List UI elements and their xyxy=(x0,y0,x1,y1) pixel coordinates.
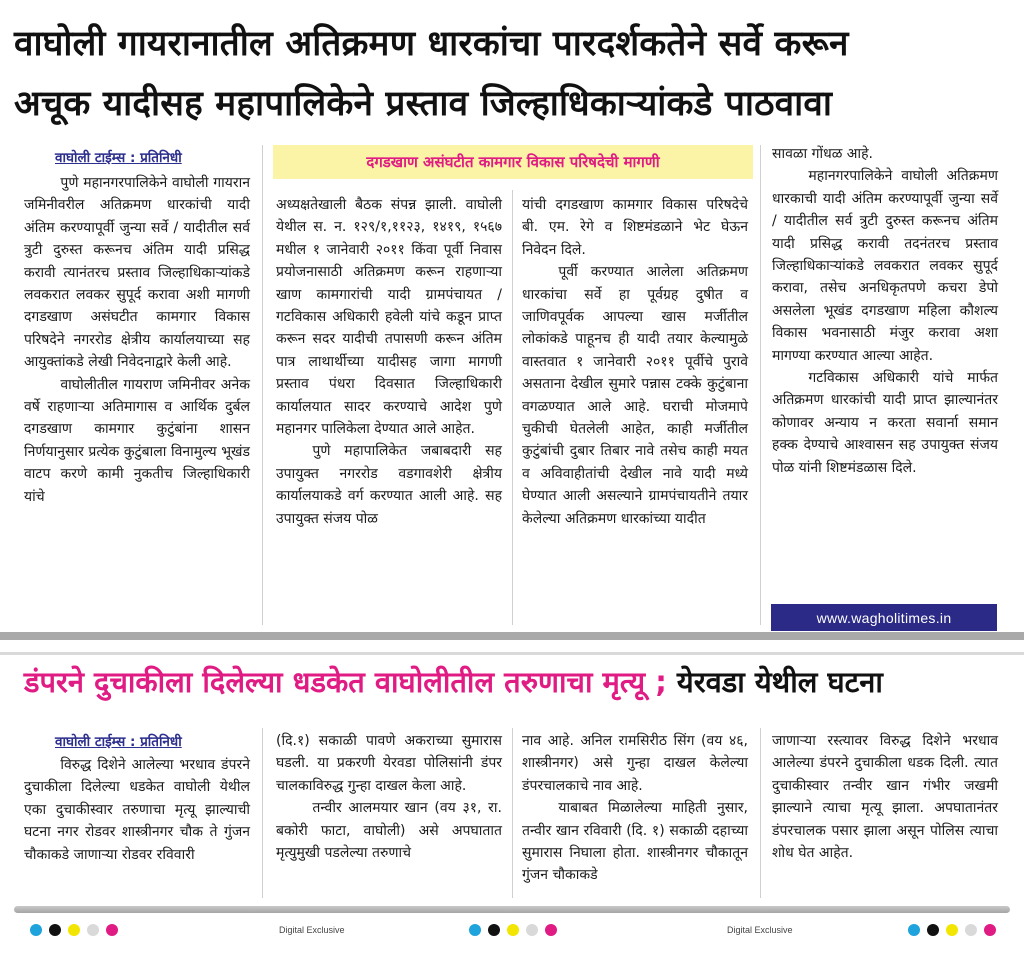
article1-highlight-box xyxy=(273,145,753,179)
article1-col4-para-3: गटविकास अधिकारी यांचे मार्फत अतिक्रमण धारकांची यादी प्राप्त झाल्यानंतर कोणावर अन्याय न करता सवार्ना समान हक्क देण्याचे आश्वासन सह उपायुक्त संजय पोळ यांनी शिष्टमंडळास दिले. xyxy=(772,370,998,476)
article1-col3-para-1: यांची दगडखाण कामगार विकास परिषदेचे बी. एम. रेगे व शिष्टमंडळाने भेट घेऊन निवेदन दिले. xyxy=(522,197,748,258)
article1-col1-para-2: वाघोलीतील गायराण जमिनीवर अनेक वर्षे राहणाऱ्या अतिमागास व आर्थिक दुर्बल दगडखाण कामगार कुटुंबांना शासन निर्णयानुसार प्रत्येक कुटुंबाला विनामुल्य भूखंड वाटप करणे कामी नुकतीच जिल्हाधिकारी यांचे xyxy=(24,376,250,505)
article2-headline xyxy=(24,660,883,704)
article1-col4-para-2: महानगरपालिकेने वाघोली अतिक्रमण धारकाची यादी अंतिम करण्यापूर्वी जुन्या सर्वे / यादीतील सर्व त्रुटी दुरुस्त करूनच अंतिम यादी प्रसिद्ध करावी तदनंतरच प्रस्ताव जिल्हाधिकाऱ्यांकडे लवकरात लवकर सुपूर्द करावा, तसेच अनधिकृतपणे कचरा डेपो असलेला भूखंड दगडखाण महिला कौशल्य विकास भवनासाठी मंजुर करावा अशा मागण्या करण्यात आल्या आहेत. xyxy=(772,168,998,364)
website-url: www.wagholitimes.in xyxy=(816,609,952,626)
article2-byline: वाघोली टाईम्स : प्रतिनिधी xyxy=(55,734,182,750)
article2-col1-para-1: विरुद्ध दिशेने आलेल्या भरधाव डंपरने दुचाकीला दिलेल्या धडकेत वाघोली येथील एका दुचाकीस्वार तरुणाचा मृत्यू झाल्याची घटना नगर रोडवर शास्त्रीनगर चौक ते गुंजन चौकाकडे जाणाऱ्या रोडवर रविवारी xyxy=(24,757,250,863)
section-divider-thin xyxy=(0,652,1024,655)
article2-column-2 xyxy=(276,730,502,864)
column-divider xyxy=(760,145,761,625)
article1-col1-para-1: पुणे महानगरपालिकेने वाघोली गायरान जमिनीवरील अतिक्रमण धारकांची यादी अंतिम करण्यापूर्वी जुन्या सर्वे / यादीतील सर्व त्रुटी दुरुस्त करूनच अंतिम यादी प्रसिद्ध करावी त्यानंतरच प्रस्ताव जिल्हाधिकाऱ्यांकडे लवकरात लवकर सुपूर्द करावा अशी मागणी दगडखाण असंघटीत कामगार विकास परिषदेने नगररोड क्षेत्रीय कार्यालयाच्या सह आयुक्तांकडे लेखी निवेदनाद्वारे केली आहे. xyxy=(24,175,250,371)
article1-headline-line1: वाघोली गायरानातील अतिक्रमण धारकांचा पारदर्शकतेने सर्वे करून xyxy=(14,24,849,64)
column-divider xyxy=(262,728,263,898)
color-dot-yellow xyxy=(507,924,519,936)
column-divider xyxy=(760,728,761,898)
color-dot-yellow xyxy=(946,924,958,936)
article1-highlight-text: दगडखाण असंघटीत कामगार विकास परिषदेची मागणी xyxy=(366,153,660,171)
article2-column-3 xyxy=(522,730,748,887)
article2-headline-sub: येरवडा येथील घटना xyxy=(676,665,883,699)
footer-bar xyxy=(14,906,1010,913)
color-dot-yellow xyxy=(68,924,80,936)
color-dot-cyan xyxy=(908,924,920,936)
article1-column-4 xyxy=(772,143,998,479)
article2-col4-para-1: जाणाऱ्या रस्त्यावर विरुद्ध दिशेने भरधाव आलेल्या डंपरने दुचाकीला धडक दिली. त्यात दुचाकीस्वार तन्वीर खान गंभीर जखमी झाल्याने त्याचा मृत्यू झाला. अपघातानंतर डंपरचालक पसार झाला असून पोलिस त्याचा शोध घेत आहेत. xyxy=(772,733,998,862)
article1-column-3 xyxy=(522,194,748,530)
color-dot-gray xyxy=(87,924,99,936)
column-divider xyxy=(512,728,513,898)
color-dot-cyan xyxy=(30,924,42,936)
article2-column-1 xyxy=(24,754,250,866)
article2-column-4 xyxy=(772,730,998,864)
article1-column-1 xyxy=(24,172,250,508)
color-dot-gray xyxy=(965,924,977,936)
color-dot-cyan xyxy=(469,924,481,936)
article1-column-2 xyxy=(276,194,502,530)
column-divider xyxy=(262,145,263,625)
article1-headline-line2: अचूक यादीसह महापालिकेने प्रस्ताव जिल्हाधिकाऱ्यांकडे पाठवावा xyxy=(14,84,833,124)
article2-col2-para-2: तन्वीर आलमयार खान (वय ३१, रा. बकोरी फाटा, वाघोली) असे अपघातात मृत्युमुखी पडलेल्या तरुणाचे xyxy=(276,800,502,862)
color-dot-black xyxy=(927,924,939,936)
digital-exclusive-label: Digital Exclusive xyxy=(279,925,345,935)
color-dot-black xyxy=(488,924,500,936)
color-dot-magenta xyxy=(545,924,557,936)
article1-col2-para-1: अध्यक्षतेखाली बैठक संपन्न झाली. वाघोली येथील स. न. १२९/१,११२३, १४१९, १५६७ मधील १ जानेवारी २०११ किंवा पूर्वी निवास प्रयोजनासाठी अतिक्रमण करून राहणाऱ्या खाण कामगारांची यादी ग्रामपंचायत / गटविकास अधिकारी हवेली यांचे कडून प्राप्त करून सदर यादीची तपासणी करून अंतिम पात्र लाथार्थीच्या यादीसह जागा मागणी प्रस्ताव पंधरा दिवसात जिल्हाधिकारी कार्यालयात सादर करण्याचे आदेश पुणे महानगर पालिकेला देण्यात आले आहेत. xyxy=(276,197,502,438)
digital-exclusive-label: Digital Exclusive xyxy=(727,925,793,935)
article1-col2-para-2: पुणे महापालिकेत जबाबदारी सह उपायुक्त नगररोड वडगावशेरी क्षेत्रीय कार्यालयाकडे वर्ग करण्यात आली आहे. सह उपायुक्त संजय पोळ xyxy=(276,443,502,527)
section-divider xyxy=(0,632,1024,640)
column-divider xyxy=(512,190,513,625)
color-dot-magenta xyxy=(984,924,996,936)
article2-col3-para-2: याबाबत मिळालेल्या माहिती नुसार, तन्वीर खान रविवारी (दि. १) सकाळी दहाच्या सुमारास निघाला होता. शास्त्रीनगर चौकातून गुंजन चौकाकडे xyxy=(522,800,748,884)
article2-col3-para-1: नाव आहे. अनिल रामसिरीठ सिंग (वय ४६, शास्त्रीनगर) असे गुन्हा दाखल केलेल्या डंपरचालकाचे नाव आहे. xyxy=(522,733,748,794)
color-dot-magenta xyxy=(106,924,118,936)
article1-col3-para-2: पूर्वी करण्यात आलेला अतिक्रमण धारकांचा सर्वे हा पूर्वग्रह दुषीत व जाणिवपूर्वक आपल्या खास मर्जीतील लोकांकडे पाहूनच ही यादी तयार केल्यामुळे वास्तवात १ जानेवारी २०११ पूर्वीचे पुरावे असताना देखील सुमारे पन्नास टक्के कुटुंबाना वगळण्यात आले आहे. घराची मोजमापे चुकीची घेतलेली आहेत, काही मर्जीतील कुटुंबांची दुबार तिबार नावे तसेच काही मयत व अविवाहीतांची देखील नावे यादी मध्ये घेण्यात आली असल्याने ग्रामपंचायतीने तयार केलेल्या अतिक्रमण धारकांच्या यादीत xyxy=(522,264,748,527)
article1-col4-para-1: सावळा गोंधळ आहे. xyxy=(772,146,873,162)
article1-byline: वाघोली टाईम्स : प्रतिनिधी xyxy=(55,150,182,166)
color-dot-black xyxy=(49,924,61,936)
article2-col2-para-1: (दि.१) सकाळी पावणे अकराच्या सुमारास घडली. या प्रकरणी येरवडा पोलिसांनी डंपर चालकाविरुद्ध गुन्हा दाखल केला आहे. xyxy=(276,733,502,794)
article2-headline-main: डंपरने दुचाकीला दिलेल्या धडकेत वाघोलीतील तरुणाचा मृत्यू ; xyxy=(24,665,667,699)
color-dot-gray xyxy=(526,924,538,936)
website-banner xyxy=(771,604,997,631)
